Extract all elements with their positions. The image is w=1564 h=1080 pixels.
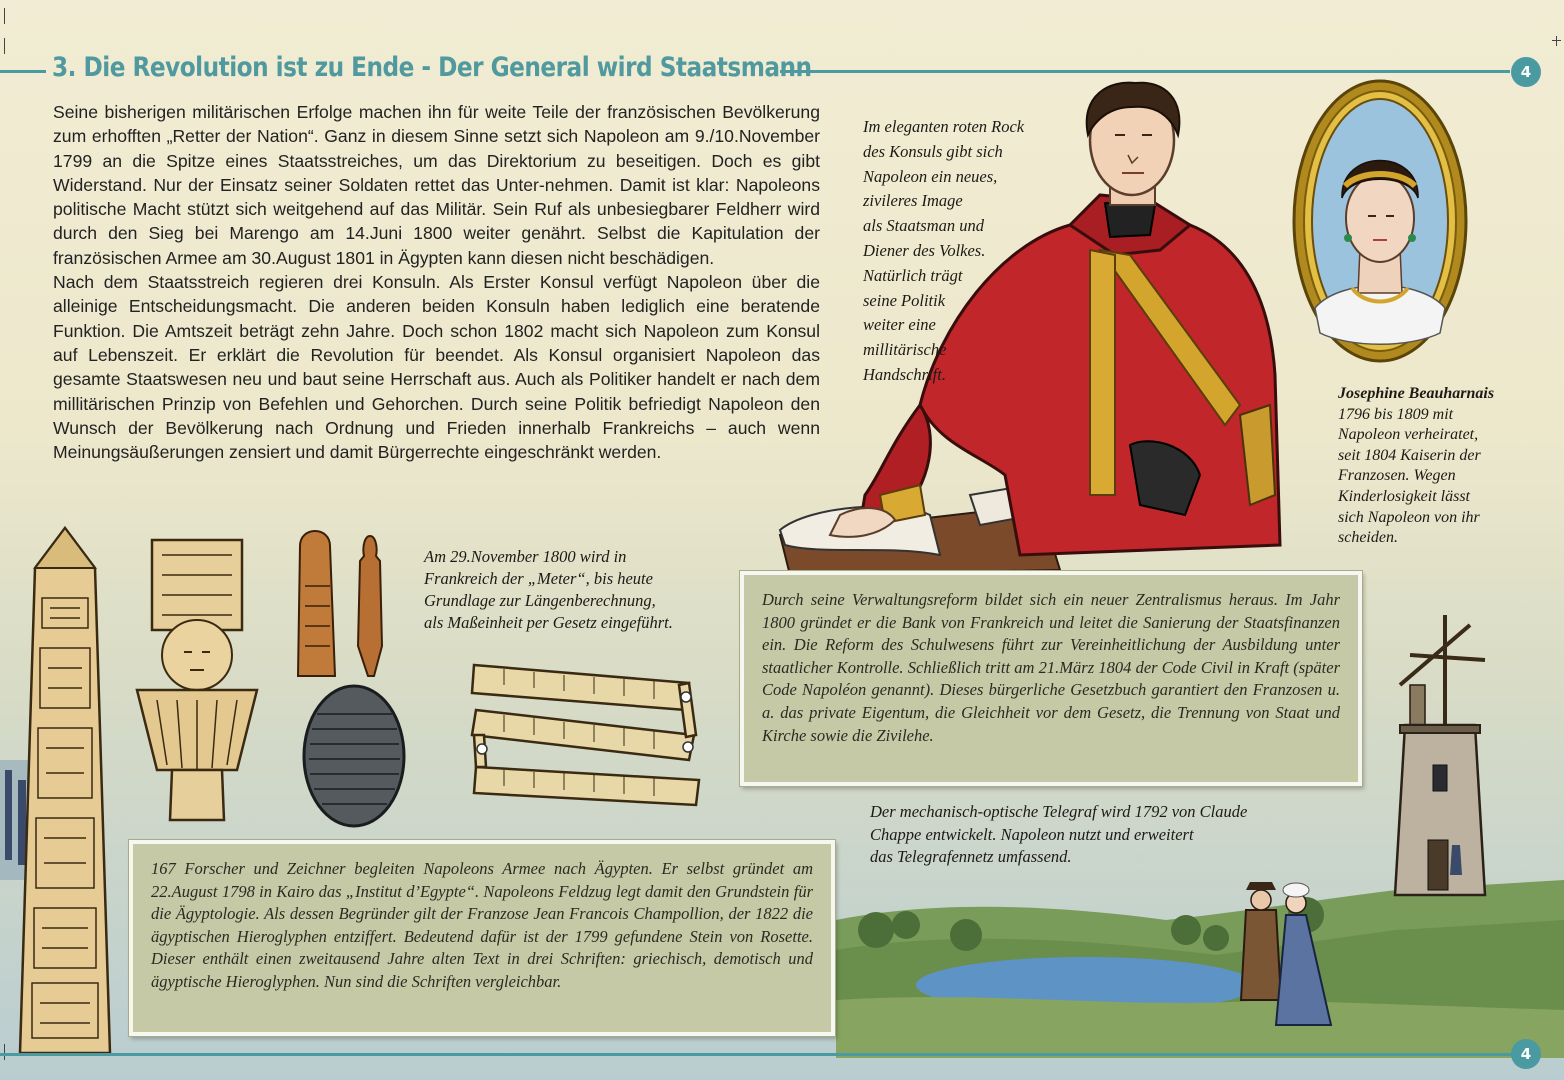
main-paragraph-2: Nach dem Staatsstreich regieren drei Konsuln. Als Erster Konsul verfügt Napoleon über die alleinige Entscheidungsmacht. Die anderen beiden Konsuln haben lediglich eine beratende Funktion. Die Amtszeit beträgt zehn Jahre. Doch schon 1802 macht sich Napoleon zum Konsul auf Lebenszeit. Er erklärt die Revolution für beendet. Als Konsul organisiert Napoleon das gesamte Staatswesen neu und baut seine Herrschaft aus. Auch als Politiker handelt er nach dem millitärischen Prinzip von Befehlen und Gehorchen. Durch seine Politik befriedigt Napoleon den Wunsch der Bevölkerung nach Ordnung und Frieden innerhalb Frankreichs – auch wenn Meinungsäußerungen zensiert und damit Bürgerrechte eingeschränkt werden.	[53, 272, 820, 463]
josephine-caption-line: sich Napoleon von ihr	[1338, 508, 1480, 526]
napoleon-caption-line: als Staatsman und	[863, 216, 985, 236]
josephine-medallion	[1290, 78, 1470, 368]
josephine-caption-line: seit 1804 Kaiserin der	[1338, 446, 1481, 464]
footer-rule	[0, 1053, 1512, 1056]
napoleon-caption-line: Diener des Volkes.	[863, 240, 986, 260]
crop-mark	[1556, 36, 1557, 46]
folding-meter-ruler	[464, 655, 709, 810]
footer-page-number-badge: 4	[1511, 1039, 1541, 1069]
main-text	[53, 100, 820, 464]
josephine-caption-line: scheiden.	[1338, 529, 1398, 547]
meter-caption-line: Frankreich der „Meter“, bis heute	[424, 569, 653, 588]
rosetta-stone	[302, 684, 407, 829]
crop-mark	[4, 1044, 5, 1060]
egyptian-figurines	[290, 526, 400, 681]
napoleon-caption-line: seine Politik	[863, 290, 946, 310]
napoleon-caption-line: Im eleganten roten Rock	[863, 117, 1025, 136]
telegraph-caption	[870, 801, 1390, 869]
telegraph-caption-line: Chappe entwickelt. Napoleon nutzt und erweitert	[870, 824, 1194, 844]
josephine-caption-line: Franzosen. Wegen	[1338, 467, 1456, 485]
meter-caption-line: als Maßeinheit per Gesetz eingeführt.	[424, 613, 673, 632]
administration-box	[740, 571, 1362, 786]
josephine-caption-line: Kinderlosigkeit lässt	[1338, 487, 1470, 505]
administration-text: Durch seine Verwaltungsreform bildet sich ein neuer Zentralismus heraus. Im Jahr 1800 gründet er die Bank von Frankreich und leitet die Sanierung der Staatsfinanzen ein. Die Reform des Schulwesens führt zur Vereinheitlichung der Ausbildung unter staatlicher Kontrolle. Schließlich tritt am 21.März 1804 der Code Civil in Kraft (später Code Napoléon genannt). Dieses bürgerliche Gesetzbuch garantiert den Franzosen u. a. das private Eigentum, die Gleichheit vor dem Gesetz, die Trennung von Staat und Kirche sowie die Zivilehe.	[762, 590, 1340, 745]
napoleon-caption-line: Handschrift.	[863, 364, 946, 384]
header-rule-left	[0, 70, 46, 73]
napoleon-caption	[863, 115, 1083, 388]
crop-mark	[4, 8, 5, 24]
egypt-box	[129, 840, 835, 1036]
napoleon-caption-line: zivileres Image	[863, 191, 963, 211]
main-paragraph-1: Seine bisherigen militärischen Erfolge machen ihn für weite Teile der französischen Bevölkerung zum erhofften „Retter der Nation“. Ganz in diesem Sinne setzt sich Napoleon am 9./10.November 1799 an die Spitze eines Staatsstreiches, um das Direktorium zu beseitigen. Doch es gibt Widerstand. Nur der Einsatz seiner Soldaten rettet das Unter-nehmen. Damit ist klar: Napoleons politische Macht stützt sich weitgehend auf das Militär. Sein Ruf als unbesiegbarer Feldherr wird durch den Sieg bei Marengo am 14.Juni 1800 weiter genährt. Selbst die Kapitulation der französischen Armee am 30.August 1801 in Ägypten kann diesen nicht beschädigen.	[53, 102, 820, 268]
napoleon-caption-line: Natürlich trägt	[863, 265, 963, 285]
obelisk	[10, 528, 120, 1058]
egyptian-column	[132, 540, 262, 825]
egypt-text: 167 Forscher und Zeichner begleiten Napoleons Armee nach Ägypten. Er selbst gründet am 22.August 1798 in Kairo das „Institut d’Egypte“. Napoleons Feldzug legt damit den Grundstein für die Ägyptologie. Als dessen Begründer gilt der Franzose Jean Francois Champollion, der 1822 die ägyptischen Hieroglyphen entziffert. Bedeutend dafür ist der 1799 gefundene Stein von Rosette. Dieser enthält einen zweitausend Jahre alten Text in drei Schriften: griechisch, demotisch und ägyptische Hieroglyphen. Nun sind die Schriften vergleichbar.	[151, 859, 813, 991]
josephine-caption-line: Napoleon verheiratet,	[1338, 426, 1479, 444]
telegraph-caption-line: das Telegrafennetz umfassend.	[870, 847, 1072, 866]
napoleon-caption-line: millitärische	[863, 340, 947, 360]
meter-caption-line: Grundlage zur Längenberechnung,	[424, 591, 656, 610]
napoleon-caption-line: Napoleon ein neues,	[863, 166, 998, 186]
josephine-caption-line: 1796 bis 1809 mit	[1338, 405, 1454, 423]
page-number-badge: 4	[1511, 57, 1541, 87]
josephine-caption	[1338, 384, 1558, 549]
meter-caption-line: Am 29.November 1800 wird in	[424, 547, 627, 566]
telegraph-tower	[1390, 615, 1500, 905]
napoleon-caption-line: weiter eine	[863, 315, 936, 335]
telegraph-caption-line: Der mechanisch-optische Telegraf wird 1792 von Claude	[870, 802, 1248, 821]
meter-caption	[424, 546, 744, 634]
page-title: 3. Die Revolution ist zu Ende - Der General wird Staatsmann	[52, 52, 812, 83]
josephine-name: Josephine Beauharnais	[1338, 385, 1495, 402]
napoleon-caption-line: des Konsuls gibt sich	[863, 141, 1003, 161]
crop-mark	[4, 38, 5, 54]
header-rule-right	[780, 70, 1510, 73]
crop-mark	[1552, 40, 1561, 41]
